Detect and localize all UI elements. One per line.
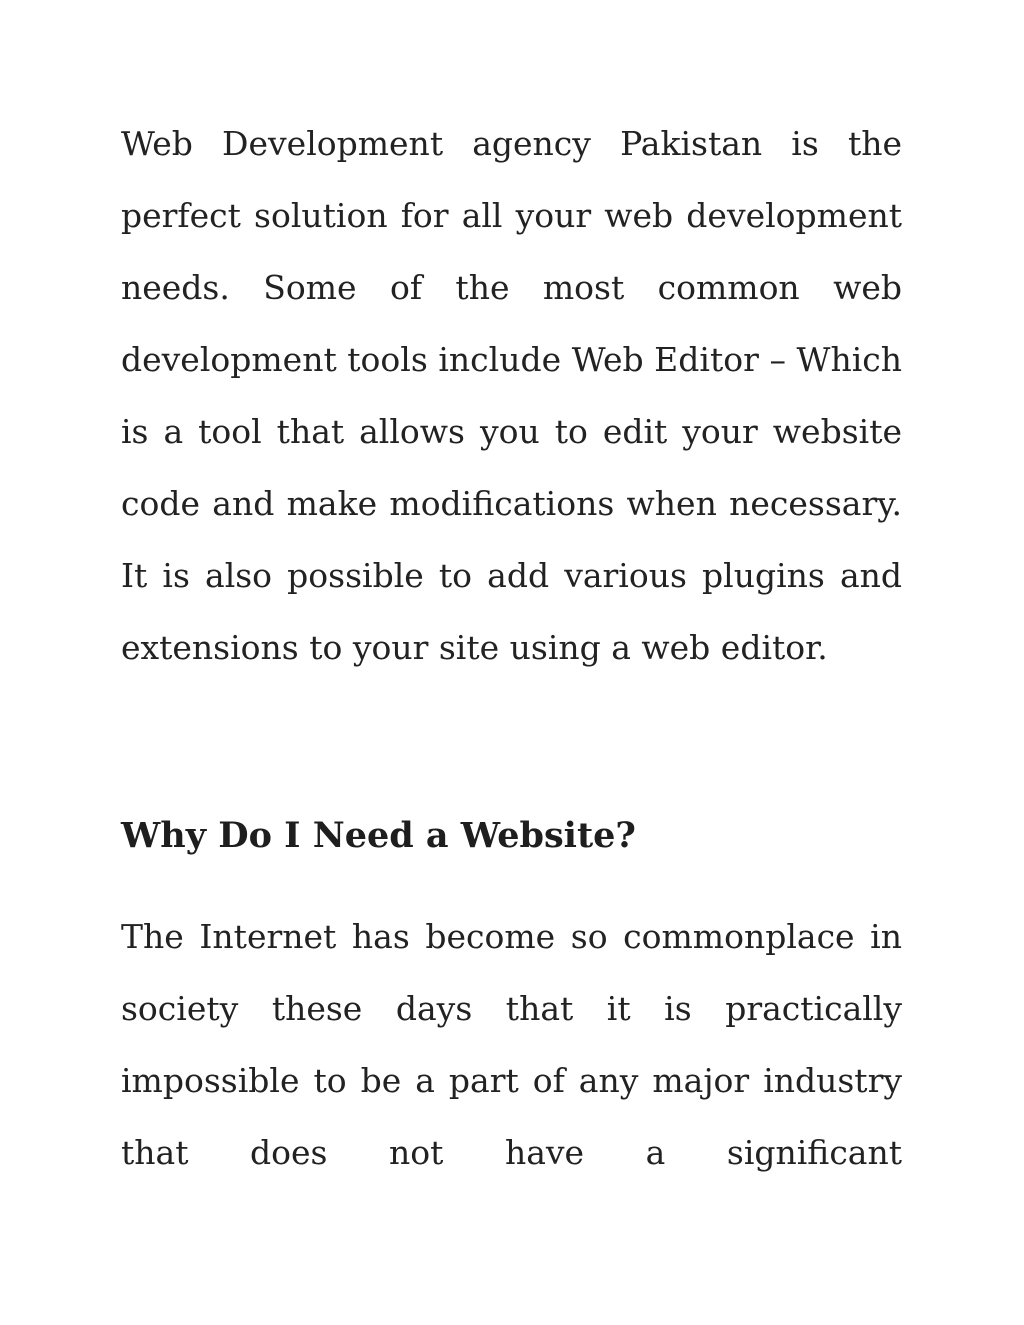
body-paragraph-internet: The Internet has become so commonplace in society these days that it is practically impossible to be a part of any major industry that does not have a significant — [121, 917, 902, 1172]
body-paragraph-intro: Web Development agency Pakistan is the perfect solution for all your web development needs. Some of the most common web development tools include Web Editor – Which is a tool that allows you to edit your website code and make modifications when necessary. It is also possible to add various plugins and extensions to your site using a web editor. — [121, 124, 902, 667]
section-heading: Why Do I Need a Website? — [121, 815, 636, 856]
